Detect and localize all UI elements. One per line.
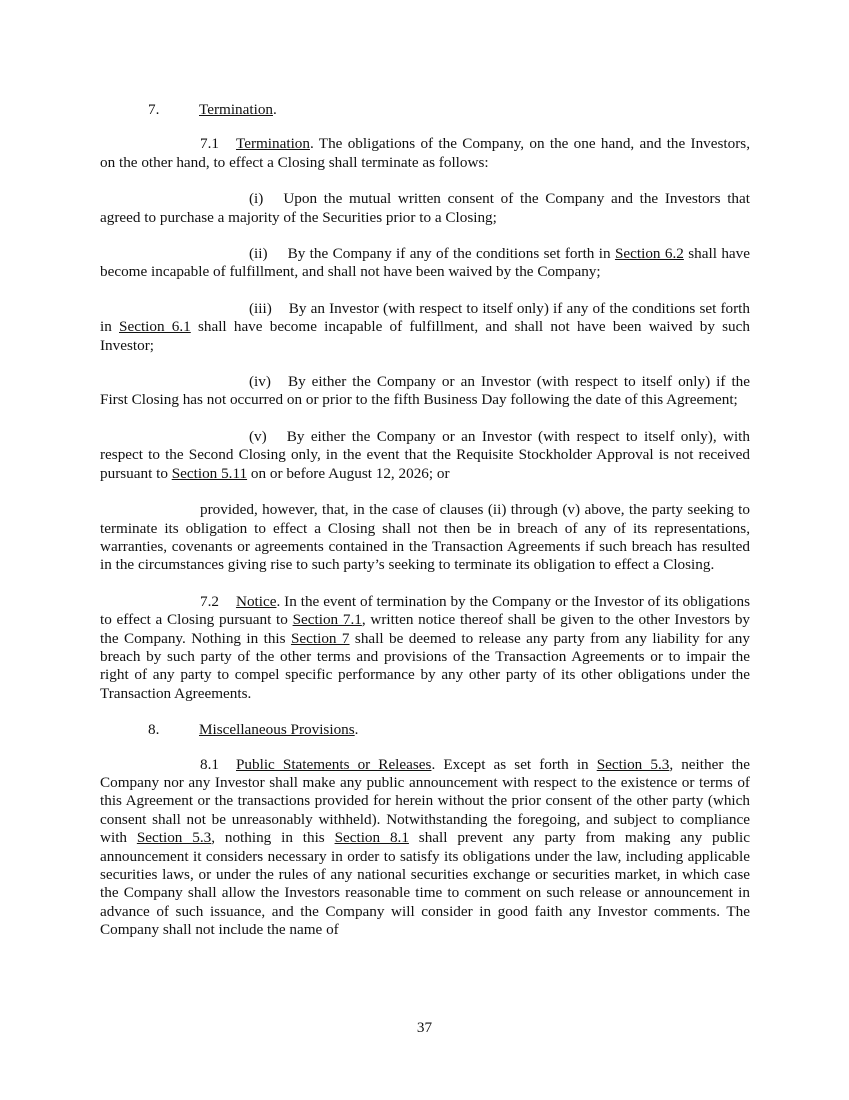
section-7-2-title: Notice: [235, 592, 277, 610]
clause-iii: (iii) By an Investor (with respect to itself only) if any of the conditions set forth in Section 6.1 shall have become incapable of fulfillment, and shall not have been waived by such Investor;: [100, 299, 750, 354]
section-8-1-paragraph: 8.1 Public Statements or Releases. Except as set forth in Section 5.3, neither the Company nor any Investor shall make any public announcement with respect to the existence or terms of this Agreement or the transactions provided for herein without the prior consent of the other party (which consent shall not be unreasonably withheld). Notwithstanding the foregoing, and subject to compliance with Section 5.3, nothing in this Section 8.1 shall prevent any party from making any public announcement it considers necessary in order to satisfy its obligations under the law, including applicable securities laws, or under the rules of any national securities exchange or securities market, in which case the Company shall allow the Investors reasonable time to comment on such release or announcement in advance of such issuance, and the Company will consider in good faith any Investor comments. The Company shall not include the name of: [100, 755, 751, 939]
section-5-3-reference-2: Section 5.3: [136, 829, 212, 847]
section-6-2-reference: Section 6.2: [614, 245, 684, 263]
page-number: 37: [416, 1019, 433, 1036]
clause-v-label: (v): [249, 427, 267, 445]
section-7-reference: Section 7: [290, 629, 350, 647]
section-5-11-reference: Section 5.11: [171, 464, 248, 482]
clause-i: [100, 190, 750, 227]
section-8-heading: 8. Miscellaneous Provisions.: [148, 721, 359, 739]
proviso-paragraph: provided, however, that, in the case of clauses (ii) through (v) above, the party seeking to terminate its obligation to effect a Closing shall not then be in breach of any of its representations, warranties, covenants or agreements contained in the Transaction Agreements if such breach has resulted in the circumstances giving rise to such party’s seeking to terminate its obligation to effect a Closing.: [100, 501, 750, 574]
section-8-1-number: 8.1: [200, 755, 219, 773]
section-7-heading: 7. Termination.: [148, 101, 277, 118]
section-7-1-text: . The obligations of the Company, on the one hand, and the Investors, on the other hand, to effect a Closing shall terminate as follows:: [100, 135, 750, 171]
section-7-1-title: Termination: [235, 135, 310, 153]
section-7-number: 7.: [148, 101, 160, 118]
clause-iv: [100, 373, 750, 410]
clause-iii-label: (iii): [249, 299, 272, 317]
section-7-2-paragraph: 7.2 Notice. In the event of termination by the Company or the Investor of its obligations to effect a Closing pursuant to Section 7.1, written notice thereof shall be given to the other Investors by the Company. Nothing in this Section 7 shall be deemed to release any party from any liability for any breach by such party of the other terms and provisions of the Transaction Agreements or to impair the right of any party to compel specific performance by any other party of its other obligations under the Transaction Agreements.: [100, 592, 751, 702]
section-7-title: Termination: [199, 101, 274, 118]
section-5-3-reference: Section 5.3: [596, 755, 670, 773]
clause-ii-label: (ii): [249, 245, 268, 263]
section-8-number: 8.: [148, 721, 160, 739]
document-page: [100, 101, 750, 940]
clause-i-label: (i): [249, 190, 264, 208]
clause-ii: (ii) By the Company if any of the conditions set forth in Section 6.2 shall have become incapable of fulfillment, and shall not have been waived by the Company;: [100, 245, 751, 281]
section-7-1-number: 7.1: [200, 135, 219, 153]
clause-iv-text: By either the Company or an Investor (with respect to itself only) if the First Closing has not occurred on or prior to the fifth Business Day following the date of this Agreement;: [100, 373, 750, 409]
section-8-title: Miscellaneous Provisions: [199, 721, 355, 739]
section-7-1-reference: Section 7.1: [292, 611, 362, 629]
section-8-1-title: Public Statements or Releases: [235, 755, 432, 773]
section-7-2-number: 7.2: [200, 592, 219, 610]
clause-i-text: Upon the mutual written consent of the Company and the Investors that agreed to purchase a majority of the Securities prior to a Closing;: [100, 190, 750, 226]
clause-iv-label: (iv): [249, 373, 271, 391]
clause-v: (v) By either the Company or an Investor (with respect to itself only), with respect to the Second Closing only, in the event that the Requisite Stockholder Approval is not received pursuant to Section 5.11 on or before August 12, 2026; or: [100, 427, 750, 482]
section-7-1-paragraph: [100, 135, 750, 172]
section-6-1-reference: Section 6.1: [119, 318, 191, 336]
section-8-1-reference: Section 8.1: [334, 829, 409, 847]
